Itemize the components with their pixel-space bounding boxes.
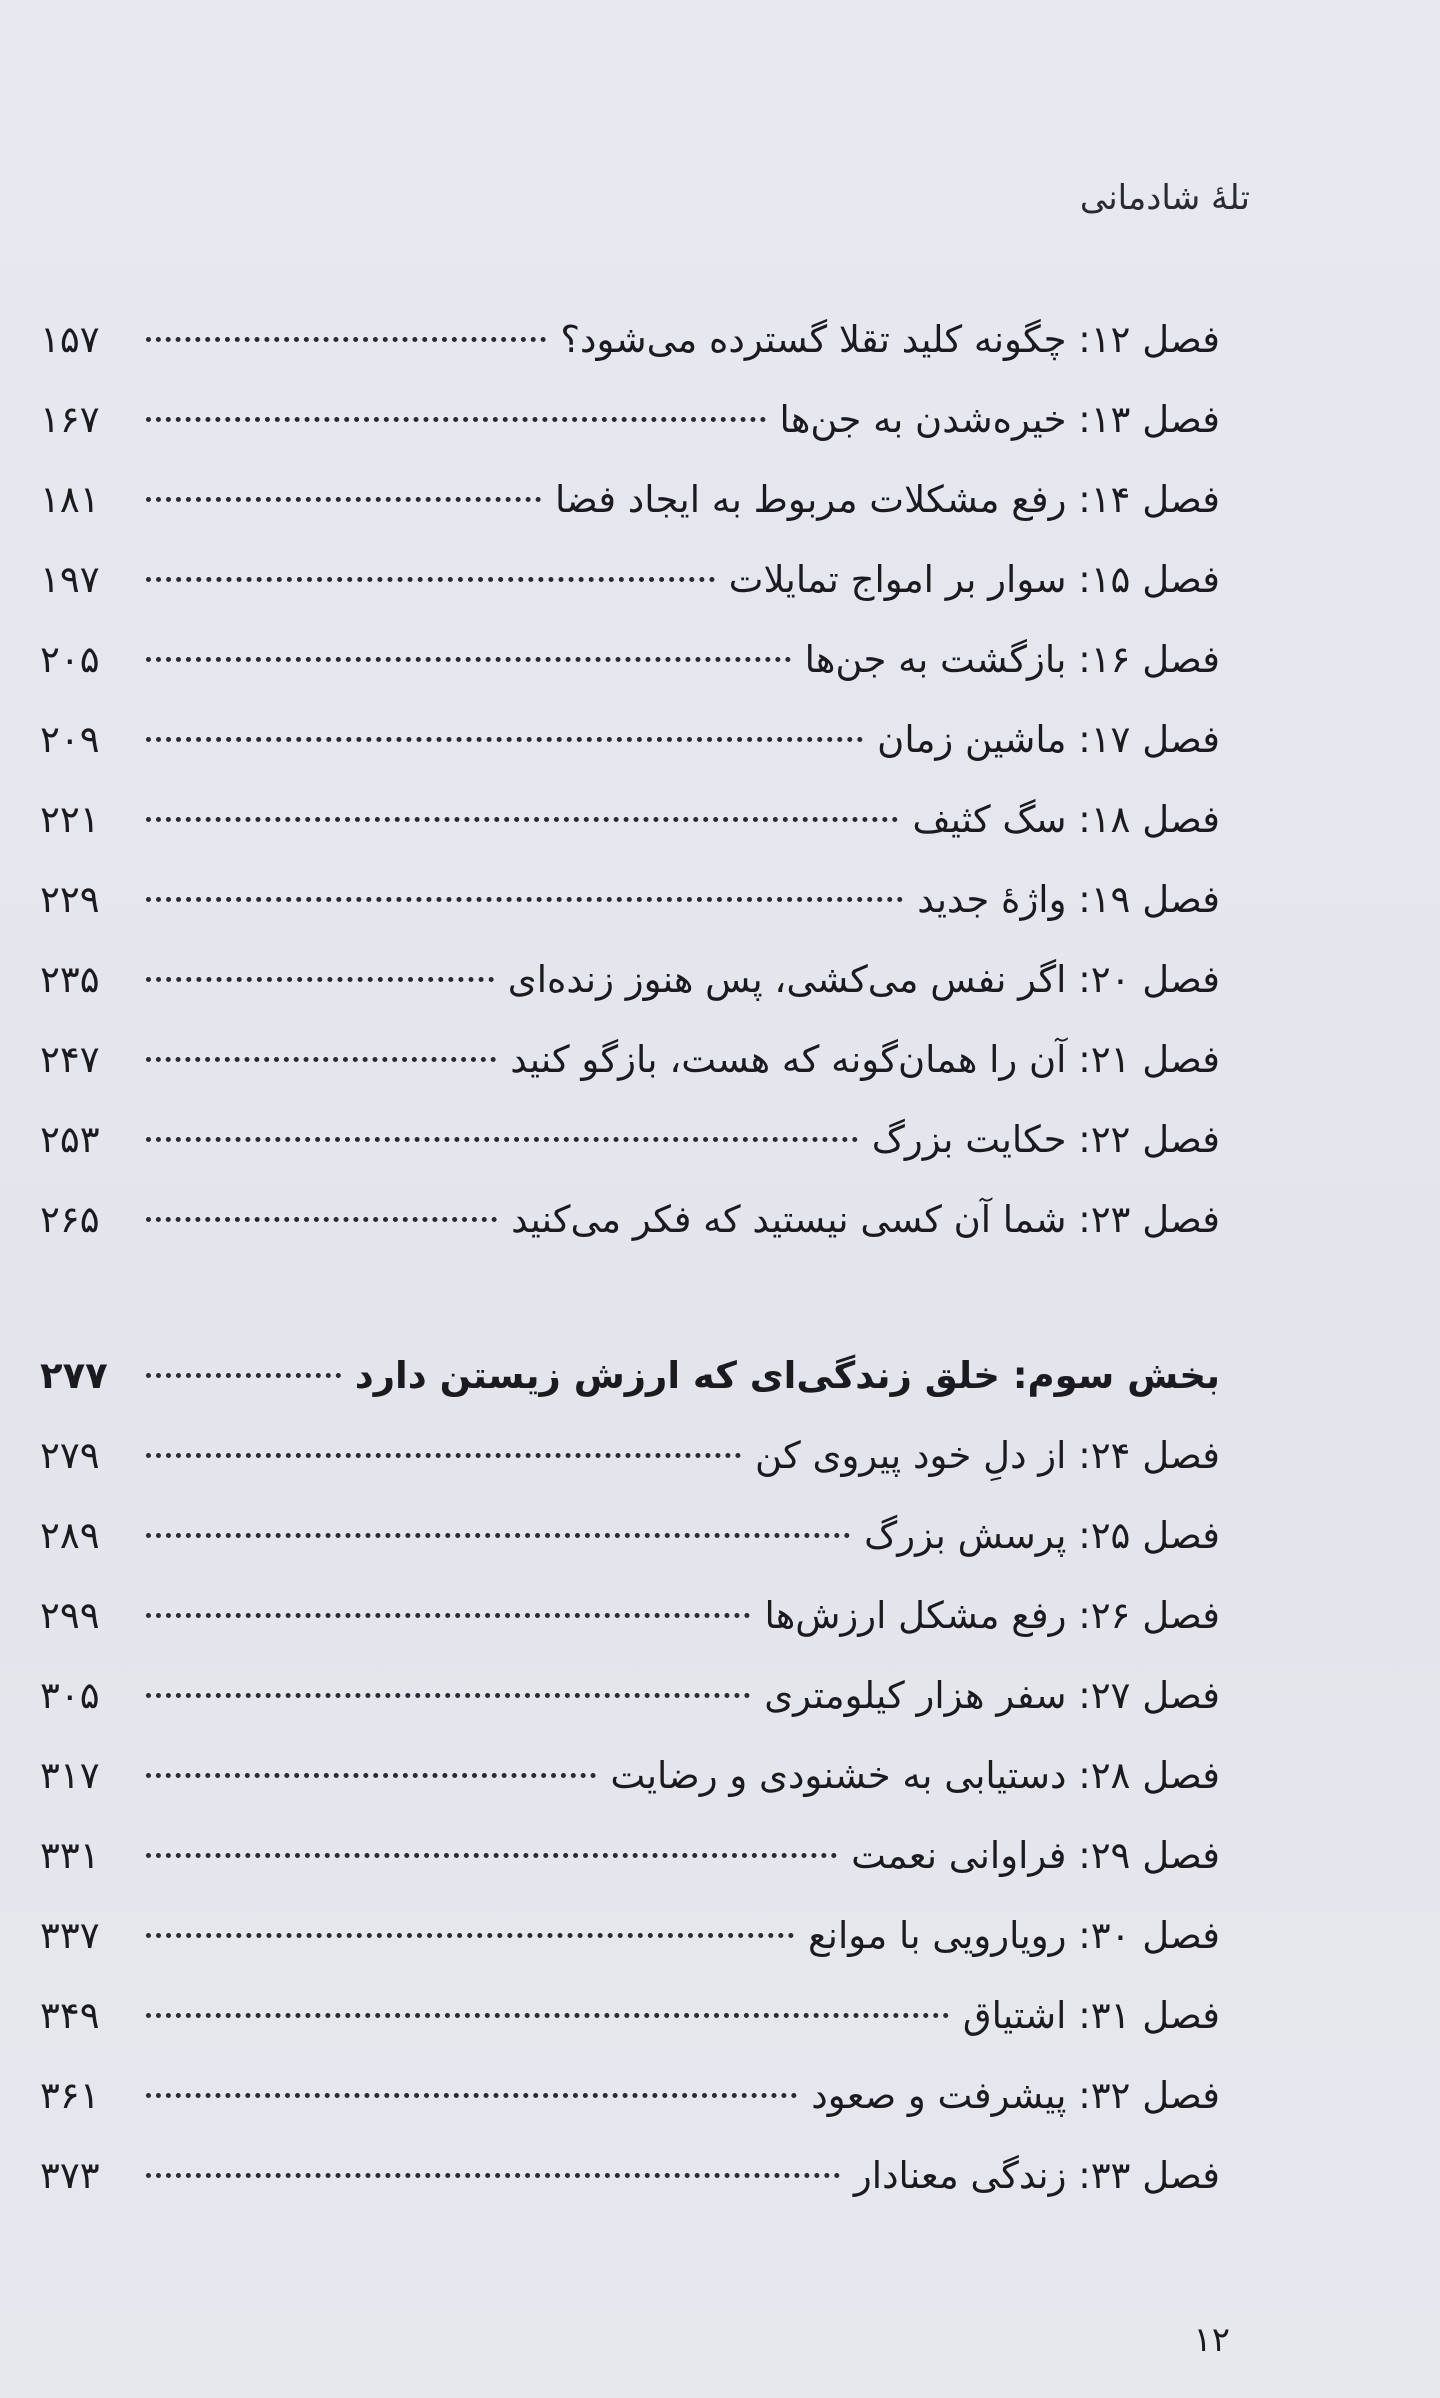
dot-leader bbox=[146, 1533, 850, 1538]
dot-leader bbox=[146, 737, 863, 742]
toc-entry bbox=[40, 1656, 1220, 1736]
toc-entry bbox=[40, 620, 1220, 700]
toc-entry bbox=[40, 780, 1220, 860]
toc-page-number: ۱۸۱ bbox=[40, 478, 100, 521]
toc-title: فصل ۳۳: زندگی معنادار bbox=[853, 2154, 1220, 2197]
toc-entry bbox=[40, 1896, 1220, 1976]
dot-leader bbox=[146, 577, 715, 582]
toc-part-heading bbox=[40, 1336, 1220, 1416]
dot-leader bbox=[146, 1933, 794, 1938]
toc-page-number: ۲۷۹ bbox=[40, 1434, 100, 1477]
toc-entry bbox=[40, 380, 1220, 460]
toc-title: فصل ۲۴: از دلِ خود پیروی کن bbox=[754, 1434, 1220, 1477]
dot-leader bbox=[146, 497, 541, 502]
toc-entry bbox=[40, 540, 1220, 620]
toc-title: فصل ۲۷: سفر هزار کیلومتری bbox=[764, 1674, 1220, 1717]
toc-page-number: ۲۲۹ bbox=[40, 878, 100, 921]
toc-title: فصل ۱۷: ماشین زمان bbox=[877, 718, 1220, 761]
dot-leader bbox=[146, 1057, 496, 1062]
dot-leader bbox=[146, 977, 494, 982]
toc-page-number: ۲۸۹ bbox=[40, 1514, 100, 1557]
dot-leader bbox=[146, 2173, 840, 2178]
toc-entry bbox=[40, 2136, 1220, 2216]
dot-leader bbox=[146, 1453, 741, 1458]
toc-entry bbox=[40, 2056, 1220, 2136]
toc-title: فصل ۱۹: واژهٔ جدید bbox=[917, 878, 1220, 921]
page-number: ۱۲ bbox=[1193, 2320, 1230, 2360]
toc-title: فصل ۲۶: رفع مشکل ارزش‌ها bbox=[764, 1594, 1220, 1637]
toc-entry bbox=[40, 1416, 1220, 1496]
dot-leader bbox=[146, 337, 546, 342]
toc-title: فصل ۲۲: حکایت بزرگ bbox=[871, 1118, 1220, 1161]
dot-leader bbox=[146, 817, 898, 822]
dot-leader bbox=[146, 1693, 750, 1698]
toc-page-number: ۳۴۹ bbox=[40, 1994, 100, 2037]
toc-page-number: ۱۹۷ bbox=[40, 558, 100, 601]
dot-leader bbox=[146, 417, 766, 422]
toc-entry bbox=[40, 1020, 1220, 1100]
dot-leader bbox=[146, 1613, 750, 1618]
dot-leader bbox=[146, 1217, 497, 1222]
toc-page-number: ۲۰۹ bbox=[40, 718, 100, 761]
toc-entry bbox=[40, 1496, 1220, 1576]
toc-title: فصل ۲۱: آن را همان‌گونه که هست، بازگو کنید bbox=[510, 1038, 1220, 1081]
toc-title: فصل ۱۶: بازگشت به جن‌ها bbox=[804, 638, 1220, 681]
toc-entry bbox=[40, 1100, 1220, 1180]
toc-title: فصل ۲۸: دستیابی به خشنودی و رضایت bbox=[610, 1754, 1220, 1797]
toc-page-number: ۲۵۳ bbox=[40, 1118, 100, 1161]
dot-leader bbox=[146, 2013, 949, 2018]
toc-page-number: ۱۶۷ bbox=[40, 398, 100, 441]
toc-page-number: ۳۰۵ bbox=[40, 1674, 100, 1717]
toc-title: فصل ۲۳: شما آن کسی نیستید که فکر می‌کنید bbox=[511, 1198, 1220, 1241]
toc-page-number: ۲۴۷ bbox=[40, 1038, 100, 1081]
toc-page-number: ۲۷۷ bbox=[40, 1354, 108, 1397]
dot-leader bbox=[146, 2093, 797, 2098]
toc-title: فصل ۱۲: چگونه کلید تقلا گسترده می‌شود؟ bbox=[560, 318, 1220, 361]
toc-title: فصل ۱۴: رفع مشکلات مربوط به ایجاد فضا bbox=[554, 478, 1220, 521]
toc-entry bbox=[40, 460, 1220, 540]
toc-title: فصل ۲۵: پرسش بزرگ bbox=[864, 1514, 1220, 1557]
running-head: تلهٔ شادمانی bbox=[1079, 178, 1250, 218]
toc-title: فصل ۱۳: خیره‌شدن به جن‌ها bbox=[779, 398, 1220, 441]
toc-page-number: ۳۷۳ bbox=[40, 2154, 100, 2197]
toc-entry bbox=[40, 860, 1220, 940]
toc-entry bbox=[40, 1736, 1220, 1816]
toc-page-number: ۲۳۵ bbox=[40, 958, 100, 1001]
table-of-contents bbox=[40, 300, 1220, 2216]
toc-title: فصل ۲۹: فراوانی نعمت bbox=[851, 1834, 1220, 1877]
dot-leader bbox=[146, 1373, 341, 1378]
toc-entry bbox=[40, 1976, 1220, 2056]
toc-title: فصل ۱۵: سوار بر امواج تمایلات bbox=[728, 558, 1220, 601]
toc-title: فصل ۳۰: رویارویی با موانع bbox=[807, 1914, 1220, 1957]
dot-leader bbox=[146, 657, 791, 662]
toc-title: فصل ۱۸: سگ کثیف bbox=[912, 798, 1220, 841]
toc-entry bbox=[40, 1576, 1220, 1656]
toc-page-number: ۲۰۵ bbox=[40, 638, 100, 681]
toc-page-number: ۱۵۷ bbox=[40, 318, 100, 361]
toc-page-number: ۲۹۹ bbox=[40, 1594, 100, 1637]
dot-leader bbox=[146, 1137, 858, 1142]
toc-page-number: ۲۲۱ bbox=[40, 798, 100, 841]
toc-entry bbox=[40, 700, 1220, 780]
dot-leader bbox=[146, 1773, 596, 1778]
toc-entry bbox=[40, 300, 1220, 380]
toc-entry bbox=[40, 940, 1220, 1020]
toc-page-number: ۳۶۱ bbox=[40, 2074, 100, 2117]
toc-page-number: ۳۳۷ bbox=[40, 1914, 100, 1957]
toc-title: فصل ۳۱: اشتیاق bbox=[962, 1994, 1220, 2037]
toc-title: فصل ۲۰: اگر نفس می‌کشی، پس هنوز زنده‌ای bbox=[507, 958, 1220, 1001]
dot-leader bbox=[146, 897, 903, 902]
toc-entry bbox=[40, 1180, 1220, 1260]
toc-page-number: ۳۱۷ bbox=[40, 1754, 100, 1797]
toc-title: بخش سوم: خلق زندگی‌ای که ارزش زیستن دارد bbox=[354, 1354, 1220, 1397]
toc-entry bbox=[40, 1816, 1220, 1896]
toc-title: فصل ۳۲: پیشرفت و صعود bbox=[811, 2074, 1220, 2117]
toc-page-number: ۳۳۱ bbox=[40, 1834, 100, 1877]
dot-leader bbox=[146, 1853, 837, 1858]
toc-page-number: ۲۶۵ bbox=[40, 1198, 100, 1241]
